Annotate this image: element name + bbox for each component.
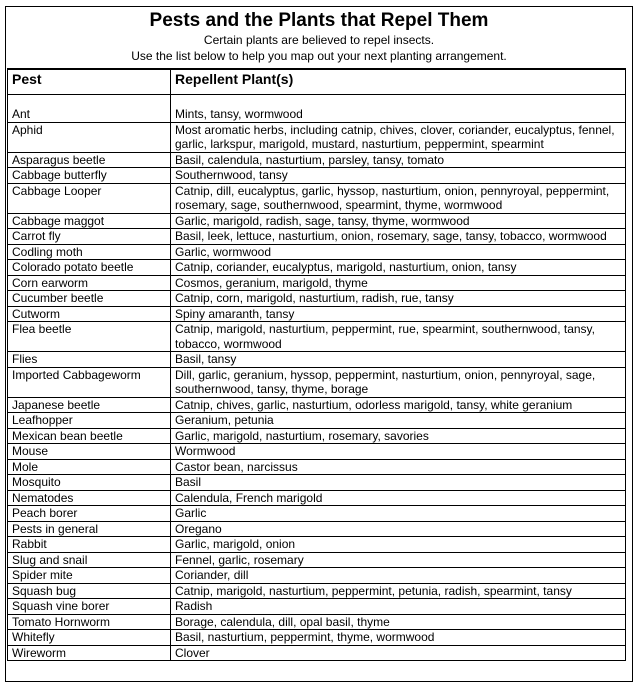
pest-cell: Aphid <box>8 122 171 152</box>
pest-cell: Mouse <box>8 444 171 460</box>
pest-cell: Tomato Hornworm <box>8 614 171 630</box>
pest-cell: Wireworm <box>8 645 171 661</box>
table-row <box>8 568 626 584</box>
column-header-repellent-plants: Repellent Plant(s) <box>171 69 626 95</box>
pest-cell: Corn earworm <box>8 275 171 291</box>
pest-cell: Flea beetle <box>8 322 171 352</box>
pest-cell: Asparagus beetle <box>8 152 171 168</box>
subtitle-line-2: Use the list below to help you map out your next planting arrangement. <box>131 49 507 63</box>
pest-cell: Colorado potato beetle <box>8 260 171 276</box>
table-row <box>8 213 626 229</box>
pests-table <box>7 68 626 661</box>
table-row <box>8 122 626 152</box>
repellent-plants-cell: Catnip, marigold, nasturtium, peppermint, petunia, radish, spearmint, tansy <box>171 583 626 599</box>
pest-cell: Imported Cabbageworm <box>8 367 171 397</box>
pest-cell: Cucumber beetle <box>8 291 171 307</box>
pest-cell: Whitefly <box>8 630 171 646</box>
repellent-plants-cell: Garlic, marigold, onion <box>171 537 626 553</box>
table-row <box>8 599 626 615</box>
repellent-plants-cell: Garlic, wormwood <box>171 244 626 260</box>
table-row <box>8 552 626 568</box>
table-row <box>8 490 626 506</box>
repellent-plants-cell: Wormwood <box>171 444 626 460</box>
page-title: Pests and the Plants that Repel Them <box>149 10 489 31</box>
repellent-plants-cell: Mints, tansy, wormwood <box>171 107 626 122</box>
column-header-pest: Pest <box>8 69 171 95</box>
table-row <box>8 428 626 444</box>
pest-cell: Squash bug <box>8 583 171 599</box>
table-row <box>8 168 626 184</box>
spacer-cell <box>8 95 171 108</box>
table-header-row <box>8 69 626 95</box>
pest-cell: Flies <box>8 352 171 368</box>
repellent-plants-cell: Catnip, coriander, eucalyptus, marigold, nasturtium, onion, tansy <box>171 260 626 276</box>
header <box>6 7 632 64</box>
table-row <box>8 630 626 646</box>
table-row <box>8 322 626 352</box>
repellent-plants-cell: Basil, tansy <box>171 352 626 368</box>
repellent-plants-cell: Garlic, marigold, radish, sage, tansy, thyme, wormwood <box>171 213 626 229</box>
table-row <box>8 459 626 475</box>
repellent-plants-cell: Borage, calendula, dill, opal basil, thyme <box>171 614 626 630</box>
table-row <box>8 521 626 537</box>
table-row <box>8 260 626 276</box>
pest-cell: Mosquito <box>8 475 171 491</box>
table-row <box>8 291 626 307</box>
pest-cell: Pests in general <box>8 521 171 537</box>
table-row <box>8 306 626 322</box>
table-row <box>8 275 626 291</box>
pest-cell: Cabbage butterfly <box>8 168 171 184</box>
table-row <box>8 537 626 553</box>
repellent-plants-cell: Garlic, marigold, nasturtium, rosemary, savories <box>171 428 626 444</box>
pest-cell: Carrot fly <box>8 229 171 245</box>
pest-cell: Nematodes <box>8 490 171 506</box>
table-row <box>8 183 626 213</box>
pest-cell: Cabbage maggot <box>8 213 171 229</box>
pest-cell: Squash vine borer <box>8 599 171 615</box>
table-row <box>8 352 626 368</box>
table-body <box>8 95 626 661</box>
table-row <box>8 506 626 522</box>
pest-cell: Ant <box>8 107 171 122</box>
pest-cell: Rabbit <box>8 537 171 553</box>
pest-cell: Spider mite <box>8 568 171 584</box>
table-row <box>8 229 626 245</box>
repellent-plants-cell: Geranium, petunia <box>171 413 626 429</box>
repellent-plants-cell: Clover <box>171 645 626 661</box>
repellent-plants-cell: Catnip, dill, eucalyptus, garlic, hyssop, nasturtium, onion, pennyroyal, peppermint, rosemary, sage, southernwood, spearmint, thyme, wormwood <box>171 183 626 213</box>
table-row <box>8 475 626 491</box>
repellent-plants-cell: Basil, leek, lettuce, nasturtium, onion, rosemary, sage, tansy, tobacco, wormwood <box>171 229 626 245</box>
table-spacer-row <box>8 95 626 108</box>
repellent-plants-cell: Radish <box>171 599 626 615</box>
repellent-plants-cell: Basil, calendula, nasturtium, parsley, tansy, tomato <box>171 152 626 168</box>
pest-cell: Codling moth <box>8 244 171 260</box>
spacer-cell <box>171 95 626 108</box>
table-row <box>8 152 626 168</box>
repellent-plants-cell: Garlic <box>171 506 626 522</box>
repellent-plants-cell: Catnip, chives, garlic, nasturtium, odorless marigold, tansy, white geranium <box>171 397 626 413</box>
table-row <box>8 413 626 429</box>
pest-cell: Cabbage Looper <box>8 183 171 213</box>
table-row <box>8 107 626 122</box>
repellent-plants-cell: Southernwood, tansy <box>171 168 626 184</box>
repellent-plants-cell: Castor bean, narcissus <box>171 459 626 475</box>
repellent-plants-cell: Spiny amaranth, tansy <box>171 306 626 322</box>
table-row <box>8 444 626 460</box>
table-row <box>8 614 626 630</box>
repellent-plants-cell: Oregano <box>171 521 626 537</box>
pest-cell: Cutworm <box>8 306 171 322</box>
repellent-plants-cell: Calendula, French marigold <box>171 490 626 506</box>
table-row <box>8 645 626 661</box>
repellent-plants-cell: Catnip, corn, marigold, nasturtium, radish, rue, tansy <box>171 291 626 307</box>
pest-cell: Japanese beetle <box>8 397 171 413</box>
table-row <box>8 583 626 599</box>
repellent-plants-cell: Catnip, marigold, nasturtium, peppermint, rue, spearmint, southernwood, tansy, tobacco, wormwood <box>171 322 626 352</box>
pest-cell: Peach borer <box>8 506 171 522</box>
repellent-plants-cell: Most aromatic herbs, including catnip, chives, clover, coriander, eucalyptus, fennel, garlic, larkspur, marigold, mustard, nasturtium, peppermint, spearmint <box>171 122 626 152</box>
pest-cell: Leafhopper <box>8 413 171 429</box>
repellent-plants-cell: Dill, garlic, geranium, hyssop, peppermint, nasturtium, onion, pennyroyal, sage, southernwood, tansy, thyme, borage <box>171 367 626 397</box>
repellent-plants-cell: Basil <box>171 475 626 491</box>
table-row <box>8 244 626 260</box>
pest-cell: Mexican bean beetle <box>8 428 171 444</box>
pest-cell: Mole <box>8 459 171 475</box>
table-row <box>8 367 626 397</box>
repellent-plants-cell: Fennel, garlic, rosemary <box>171 552 626 568</box>
table-row <box>8 397 626 413</box>
repellent-plants-cell: Cosmos, geranium, marigold, thyme <box>171 275 626 291</box>
subtitle-line-1: Certain plants are believed to repel insects. <box>203 33 435 47</box>
repellent-plants-cell: Coriander, dill <box>171 568 626 584</box>
repellent-plants-cell: Basil, nasturtium, peppermint, thyme, wormwood <box>171 630 626 646</box>
pest-cell: Slug and snail <box>8 552 171 568</box>
